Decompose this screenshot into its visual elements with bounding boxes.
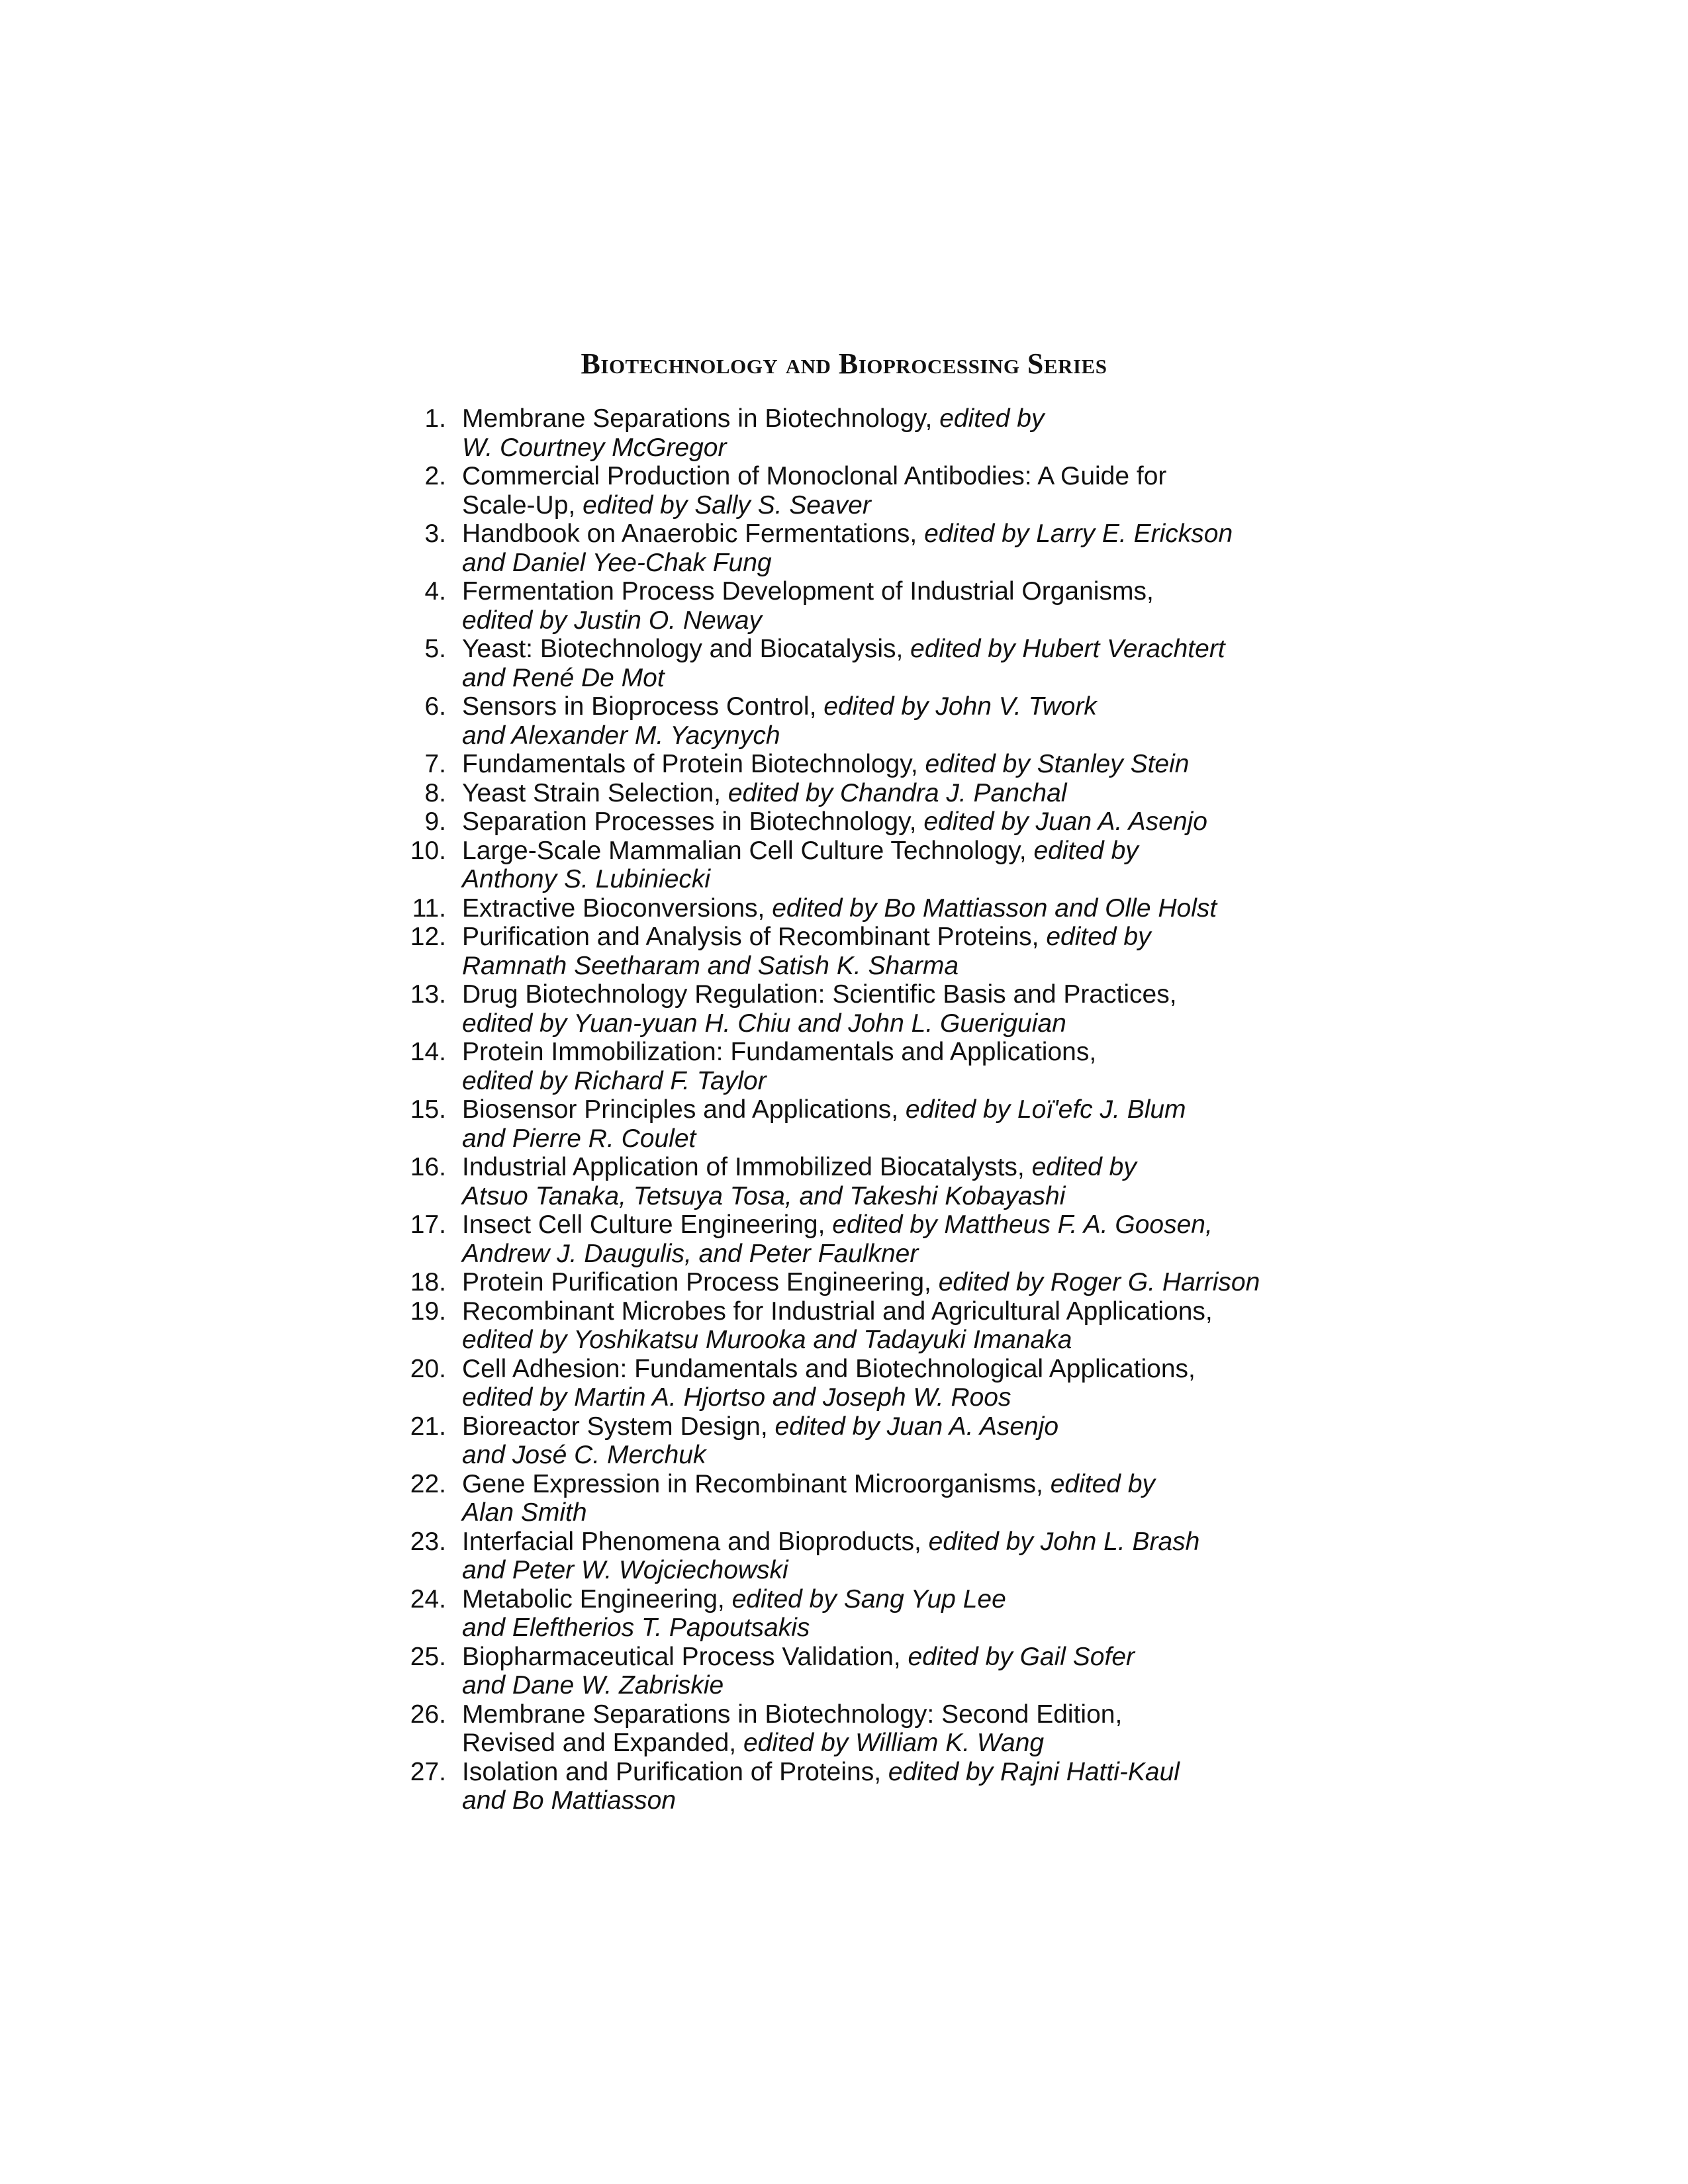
series-item	[404, 1095, 1364, 1153]
item-line	[462, 1758, 1364, 1787]
item-editor-text: and Pierre R. Coulet	[462, 1124, 696, 1153]
item-editor-text: and Dane W. Zabriskie	[462, 1671, 724, 1700]
item-line	[462, 1182, 1364, 1211]
item-line	[462, 1067, 1364, 1096]
item-editor-text: edited by Mattheus F. A. Goosen,	[832, 1210, 1213, 1239]
item-body	[462, 1297, 1364, 1355]
item-line	[462, 894, 1364, 923]
series-item	[404, 1153, 1364, 1210]
item-body	[462, 1700, 1364, 1758]
item-line	[462, 750, 1364, 779]
item-editor-text: edited by Loï'efc J. Blum	[905, 1095, 1186, 1124]
item-line	[462, 549, 1364, 578]
series-item	[404, 1470, 1364, 1527]
item-body	[462, 1355, 1364, 1412]
item-title-text: Membrane Separations in Biotechnology: Second Edition,	[462, 1700, 1123, 1729]
series-item	[404, 1643, 1364, 1700]
item-body	[462, 404, 1364, 462]
item-editor-text: edited by Roger G. Harrison	[938, 1268, 1260, 1297]
item-title-text: Purification and Analysis of Recombinant Proteins,	[462, 923, 1047, 951]
item-body	[462, 1527, 1364, 1585]
item-number: 13.	[410, 980, 446, 1009]
item-number: 18.	[410, 1268, 446, 1297]
item-line	[462, 1153, 1364, 1182]
item-title-text: Insect Cell Culture Engineering,	[462, 1210, 833, 1239]
series-item	[404, 1268, 1364, 1297]
item-editor-text: W. Courtney McGregor	[462, 433, 727, 462]
item-number: 15.	[410, 1095, 446, 1124]
item-editor-text: edited by Gail Sofer	[908, 1642, 1135, 1671]
item-body	[462, 692, 1364, 750]
item-title-text: Isolation and Purification of Proteins,	[462, 1757, 888, 1786]
series-item	[404, 1700, 1364, 1758]
item-title-text: Industrial Application of Immobilized Biocatalysts,	[462, 1153, 1032, 1181]
item-title-text: Metabolic Engineering,	[462, 1584, 732, 1614]
item-number: 8.	[424, 778, 446, 807]
item-line	[462, 692, 1364, 721]
series-item	[404, 894, 1364, 923]
item-number: 16.	[410, 1153, 446, 1181]
series-item	[404, 1297, 1364, 1355]
item-body	[462, 1470, 1364, 1527]
item-line	[462, 1527, 1364, 1557]
item-line	[462, 404, 1364, 433]
item-editor-text: Atsuo Tanaka, Tetsuya Tosa, and Takeshi Kobayashi	[462, 1181, 1066, 1210]
item-title-text: Scale-Up,	[462, 490, 583, 520]
item-number: 4.	[424, 577, 446, 606]
item-body	[462, 923, 1364, 980]
item-line	[462, 1383, 1364, 1412]
series-item	[404, 404, 1364, 462]
series-item	[404, 980, 1364, 1038]
item-body	[462, 635, 1364, 692]
series-item	[404, 577, 1364, 635]
item-line	[462, 1124, 1364, 1154]
item-editor-text: and Bo Mattiasson	[462, 1786, 677, 1815]
item-title-text: Separation Processes in Biotechnology,	[462, 807, 924, 836]
item-editor-text: edited by Justin O. Neway	[462, 606, 763, 635]
item-line	[462, 1441, 1364, 1470]
item-number: 19.	[410, 1297, 446, 1326]
item-editor-text: and Peter W. Wojciechowski	[462, 1556, 788, 1584]
item-number: 24.	[410, 1584, 446, 1614]
item-line	[462, 1498, 1364, 1527]
series-item	[404, 1412, 1364, 1470]
item-title-text: Biopharmaceutical Process Validation,	[462, 1642, 908, 1671]
item-title-text: Protein Purification Process Engineering,	[462, 1268, 939, 1297]
item-line	[462, 779, 1364, 808]
item-number: 1.	[424, 404, 446, 433]
series-title: Biotechnology and Bioprocessing Series	[581, 347, 1107, 380]
item-line	[462, 433, 1364, 463]
item-title-text: Commercial Production of Monoclonal Antibodies: A Guide for	[462, 462, 1167, 490]
item-number: 6.	[424, 692, 446, 721]
item-number: 5.	[424, 635, 446, 663]
item-line	[462, 1038, 1364, 1067]
item-editor-text: edited by Martin A. Hjortso and Joseph W. Roos	[462, 1383, 1011, 1412]
item-title-text: Yeast: Biotechnology and Biocatalysis,	[462, 635, 911, 663]
item-title-text: Fundamentals of Protein Biotechnology,	[462, 750, 925, 778]
item-line	[462, 1009, 1364, 1038]
item-number: 21.	[410, 1412, 446, 1441]
item-number: 9.	[424, 807, 446, 836]
item-line	[462, 520, 1364, 549]
item-editor-text: edited by Larry E. Erickson	[924, 520, 1233, 548]
item-editor-text: edited by	[1031, 1153, 1137, 1181]
series-item	[404, 1527, 1364, 1585]
item-title-text: Handbook on Anaerobic Fermentations,	[462, 520, 925, 548]
item-editor-text: and René De Mot	[462, 663, 665, 692]
item-editor-text: edited by William K. Wang	[743, 1729, 1045, 1757]
series-item	[404, 779, 1364, 808]
item-editor-text: edited by Sally S. Seaver	[583, 490, 871, 520]
item-line	[462, 1268, 1364, 1297]
item-title-text: Yeast Strain Selection,	[462, 778, 728, 807]
item-editor-text: Andrew J. Daugulis, and Peter Faulkner	[462, 1239, 919, 1268]
item-line	[462, 923, 1364, 952]
item-line	[462, 1297, 1364, 1326]
item-line	[462, 807, 1364, 837]
item-title-text: Cell Adhesion: Fundamentals and Biotechnological Applications,	[462, 1354, 1196, 1383]
item-editor-text: edited by Yuan-yuan H. Chiu and John L. Gueriguian	[462, 1009, 1066, 1038]
item-title-text: Bioreactor System Design,	[462, 1412, 775, 1441]
item-line	[462, 1355, 1364, 1384]
item-editor-text: Ramnath Seetharam and Satish K. Sharma	[462, 951, 959, 980]
series-item	[404, 807, 1364, 837]
item-title-text: Membrane Separations in Biotechnology,	[462, 404, 940, 433]
item-body	[462, 894, 1364, 923]
item-editor-text: edited by	[1050, 1469, 1156, 1498]
item-title-text: Fermentation Process Development of Industrial Organisms,	[462, 577, 1154, 606]
item-editor-text: and Alexander M. Yacynych	[462, 721, 780, 750]
item-title-text: Large-Scale Mammalian Cell Culture Technology,	[462, 836, 1034, 865]
item-line	[462, 1412, 1364, 1441]
item-number: 2.	[424, 462, 446, 490]
series-item	[404, 462, 1364, 520]
item-number: 27.	[410, 1757, 446, 1786]
item-line	[462, 1585, 1364, 1614]
item-number: 11.	[412, 893, 446, 923]
item-line	[462, 837, 1364, 866]
item-title-text: Revised and Expanded,	[462, 1729, 743, 1757]
item-editor-text: edited by Juan A. Asenjo	[774, 1412, 1059, 1441]
item-title-text: Recombinant Microbes for Industrial and Agricultural Applications,	[462, 1297, 1213, 1326]
item-editor-text: edited by Sang Yup Lee	[731, 1584, 1006, 1614]
item-title-text: Sensors in Bioprocess Control,	[462, 692, 824, 721]
series-item	[404, 1758, 1364, 1815]
series-item	[404, 692, 1364, 750]
item-editor-text: and Daniel Yee-Chak Fung	[462, 548, 772, 577]
item-body	[462, 1585, 1364, 1643]
item-number: 26.	[410, 1700, 446, 1729]
item-number: 10.	[410, 836, 446, 865]
item-number: 3.	[424, 520, 446, 548]
item-editor-text: edited by Hubert Verachtert	[910, 635, 1225, 663]
item-body	[462, 779, 1364, 808]
item-line	[462, 1614, 1364, 1643]
series-item	[404, 1355, 1364, 1412]
item-body	[462, 520, 1364, 577]
item-editor-text: and José C. Merchuk	[462, 1441, 706, 1469]
item-line	[462, 1700, 1364, 1729]
item-body	[462, 1412, 1364, 1470]
item-number: 20.	[410, 1354, 446, 1383]
item-editor-text: and Eleftherios T. Papoutsakis	[462, 1614, 810, 1642]
item-title-text: Extractive Bioconversions,	[462, 893, 773, 923]
item-number: 17.	[410, 1210, 446, 1239]
item-body	[462, 1038, 1364, 1095]
item-body	[462, 1095, 1364, 1153]
item-body	[462, 1153, 1364, 1210]
item-number: 25.	[410, 1642, 446, 1671]
item-title-text: Gene Expression in Recombinant Microorganisms,	[462, 1469, 1051, 1498]
item-editor-text: Alan Smith	[462, 1498, 587, 1527]
series-item	[404, 837, 1364, 894]
item-line	[462, 1729, 1364, 1758]
item-line	[462, 1095, 1364, 1124]
item-line	[462, 1556, 1364, 1585]
item-editor-text: edited by Juan A. Asenjo	[923, 807, 1207, 836]
item-line	[462, 1671, 1364, 1700]
item-editor-text: edited by Rajni Hatti-Kaul	[888, 1757, 1180, 1786]
series-item	[404, 923, 1364, 980]
item-body	[462, 462, 1364, 520]
item-line	[462, 1240, 1364, 1269]
item-line	[462, 865, 1364, 894]
item-editor-text: edited by	[1046, 923, 1151, 951]
item-number: 23.	[410, 1527, 446, 1556]
item-line	[462, 577, 1364, 606]
item-editor-text: Anthony S. Lubiniecki	[462, 865, 711, 893]
item-number: 12.	[410, 923, 446, 951]
item-body	[462, 1758, 1364, 1815]
series-item	[404, 635, 1364, 692]
series-item	[404, 1210, 1364, 1268]
item-line	[462, 1643, 1364, 1672]
item-editor-text: edited by Bo Mattiasson and Olle Holst	[772, 893, 1217, 923]
item-body	[462, 750, 1364, 779]
series-item	[404, 750, 1364, 779]
item-body	[462, 1643, 1364, 1700]
item-line	[462, 462, 1364, 491]
item-editor-text: edited by Yoshikatsu Murooka and Tadayuki Imanaka	[462, 1326, 1072, 1354]
item-editor-text: edited by	[1033, 836, 1139, 865]
item-line	[462, 664, 1364, 693]
item-editor-text: edited by Chandra J. Panchal	[727, 778, 1067, 807]
item-body	[462, 807, 1364, 837]
series-item	[404, 1038, 1364, 1095]
item-body	[462, 577, 1364, 635]
item-number: 22.	[410, 1469, 446, 1498]
item-title-text: Biosensor Principles and Applications,	[462, 1095, 906, 1124]
item-number: 14.	[410, 1038, 446, 1066]
item-line	[462, 1210, 1364, 1240]
item-line	[462, 952, 1364, 981]
item-editor-text: edited by Stanley Stein	[925, 750, 1190, 778]
item-title-text: Drug Biotechnology Regulation: Scientific Basis and Practices,	[462, 980, 1177, 1009]
item-body	[462, 980, 1364, 1038]
item-editor-text: edited by	[939, 404, 1045, 433]
item-line	[462, 1786, 1364, 1815]
item-editor-text: edited by Richard F. Taylor	[462, 1066, 767, 1095]
item-line	[462, 491, 1364, 520]
item-line	[462, 1470, 1364, 1499]
item-editor-text: edited by John L. Brash	[928, 1527, 1200, 1556]
item-line	[462, 606, 1364, 635]
item-line	[462, 721, 1364, 751]
item-body	[462, 1268, 1364, 1297]
item-line	[462, 635, 1364, 664]
series-item	[404, 1585, 1364, 1643]
item-editor-text: edited by John V. Twork	[823, 692, 1097, 721]
series-item	[404, 520, 1364, 577]
series-list	[404, 404, 1364, 1815]
item-number: 7.	[424, 750, 446, 778]
item-body	[462, 1210, 1364, 1268]
item-title-text: Interfacial Phenomena and Bioproducts,	[462, 1527, 929, 1556]
item-title-text: Protein Immobilization: Fundamentals and Applications,	[462, 1038, 1097, 1066]
item-line	[462, 980, 1364, 1009]
item-line	[462, 1326, 1364, 1355]
item-body	[462, 837, 1364, 894]
